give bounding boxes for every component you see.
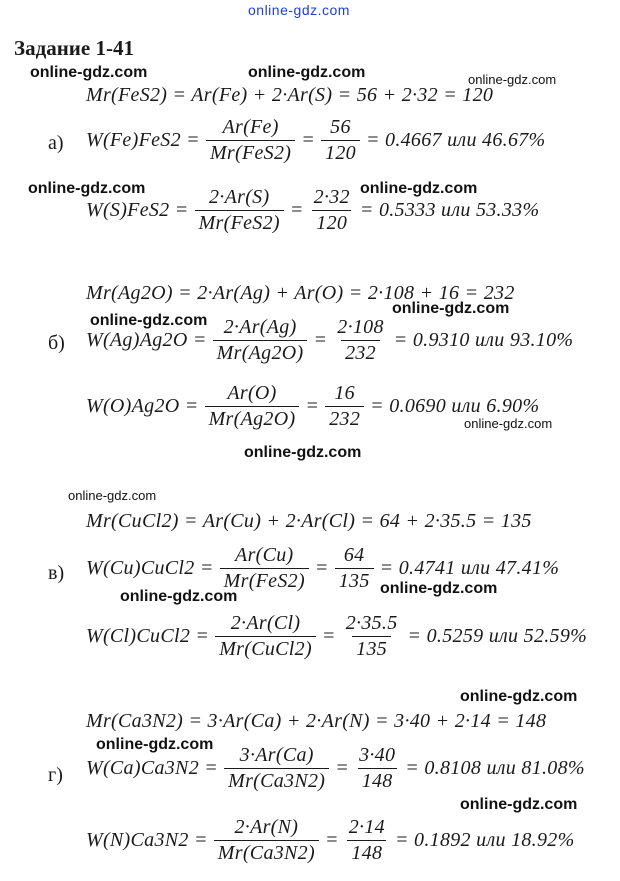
watermark: online-gdz.com: [464, 416, 553, 431]
equation-w-cl: W(Cl)CuCl2 = $\frac{2\cdot Ar(Cl)}{\text{Mr(CuCl2)}}$ = $\frac{2\cdot 35.5}{135}$ = 0.5259 или 52.59%: [86, 612, 588, 660]
molar-mass-cucl2: Mr(CuCl2) = Ar(Cu) + 2·Ar(Cl) = 64 + 2·35.5 = 135: [86, 510, 532, 532]
page-title: Задание 1-41: [14, 36, 134, 60]
watermark: online-gdz.com: [68, 488, 157, 503]
equation-w-n: W(N)Ca3N2 = $\frac{2\cdot Ar(N)}{Mr(Ca3N2)}$ = $\frac{2\cdot 14}{148}$ = 0.1892 или 18.92%: [86, 816, 575, 864]
watermark: online-gdz.com: [248, 64, 366, 81]
watermark: online-gdz.com: [90, 312, 208, 329]
watermark-top: online-gdz.com: [248, 2, 350, 18]
watermark: online-gdz.com: [392, 300, 510, 317]
equation-w-o: W(O)Ag2O = $\frac{Ar(O)}{Mr(Ag2O)}$ = $\frac{16}{232}$ = 0.0690 или 6.90%: [86, 382, 540, 430]
watermark: online-gdz.com: [460, 796, 578, 813]
equation-w-fe: W(Fe)FeS2 = $\frac{Ar(Fe)}{\text{Mr(FeS2)}}$ = $\frac{56}{120}$ = 0.4667 или 46.67%: [86, 116, 546, 164]
watermark: online-gdz.com: [28, 180, 146, 197]
section-label-a: а): [48, 132, 64, 154]
molar-mass-ca3n2: Mr(Ca3N2) = 3·Ar(Ca) + 2·Ar(N) = 3·40 + 2·14 = 148: [86, 710, 547, 732]
watermark: online-gdz.com: [460, 688, 578, 705]
watermark: online-gdz.com: [120, 588, 238, 605]
watermark: online-gdz.com: [244, 444, 362, 461]
equation-w-s: W(S)FeS2 = $\frac{2\cdot Ar(S)}{\text{Mr(FeS2)}}$ = $\frac{2\cdot 32}{120}$ = 0.5333 или 53.33%: [86, 186, 540, 234]
section-label-c: в): [48, 562, 65, 584]
watermark: online-gdz.com: [360, 180, 478, 197]
equation-w-ca: W(Ca)Ca3N2 = $\frac{3\cdot Ar(Ca)}{Mr(Ca3N2)}$ = $\frac{3\cdot 40}{148}$ = 0.8108 или 81.08%: [86, 744, 585, 792]
section-label-d: г): [48, 764, 63, 786]
equation-w-ag: W(Ag)Ag2O = $\frac{2\cdot Ar(Ag)}{Mr(Ag2O)}$ = $\frac{2\cdot 108}{232}$ = 0.9310 или 93.10%: [86, 316, 574, 364]
section-label-b: б): [48, 332, 65, 354]
watermark: online-gdz.com: [96, 736, 214, 753]
molar-mass-ag2o: Mr(Ag2O) = 2·Ar(Ag) + Ar(O) = 2·108 + 16 = 232: [86, 282, 515, 304]
watermark: online-gdz.com: [380, 580, 498, 597]
equation-w-cu: W(Cu)CuCl2 = $\frac{Ar(Cu)}{\text{Mr(FeS2)}}$ = $\frac{64}{135}$ = 0.4741 или 47.41%: [86, 544, 560, 592]
molar-mass-fes2: Mr(FeS2) = Ar(Fe) + 2·Ar(S) = 56 + 2·32 = 120: [86, 84, 494, 106]
watermark: online-gdz.com: [468, 72, 557, 87]
watermark: online-gdz.com: [30, 64, 148, 81]
